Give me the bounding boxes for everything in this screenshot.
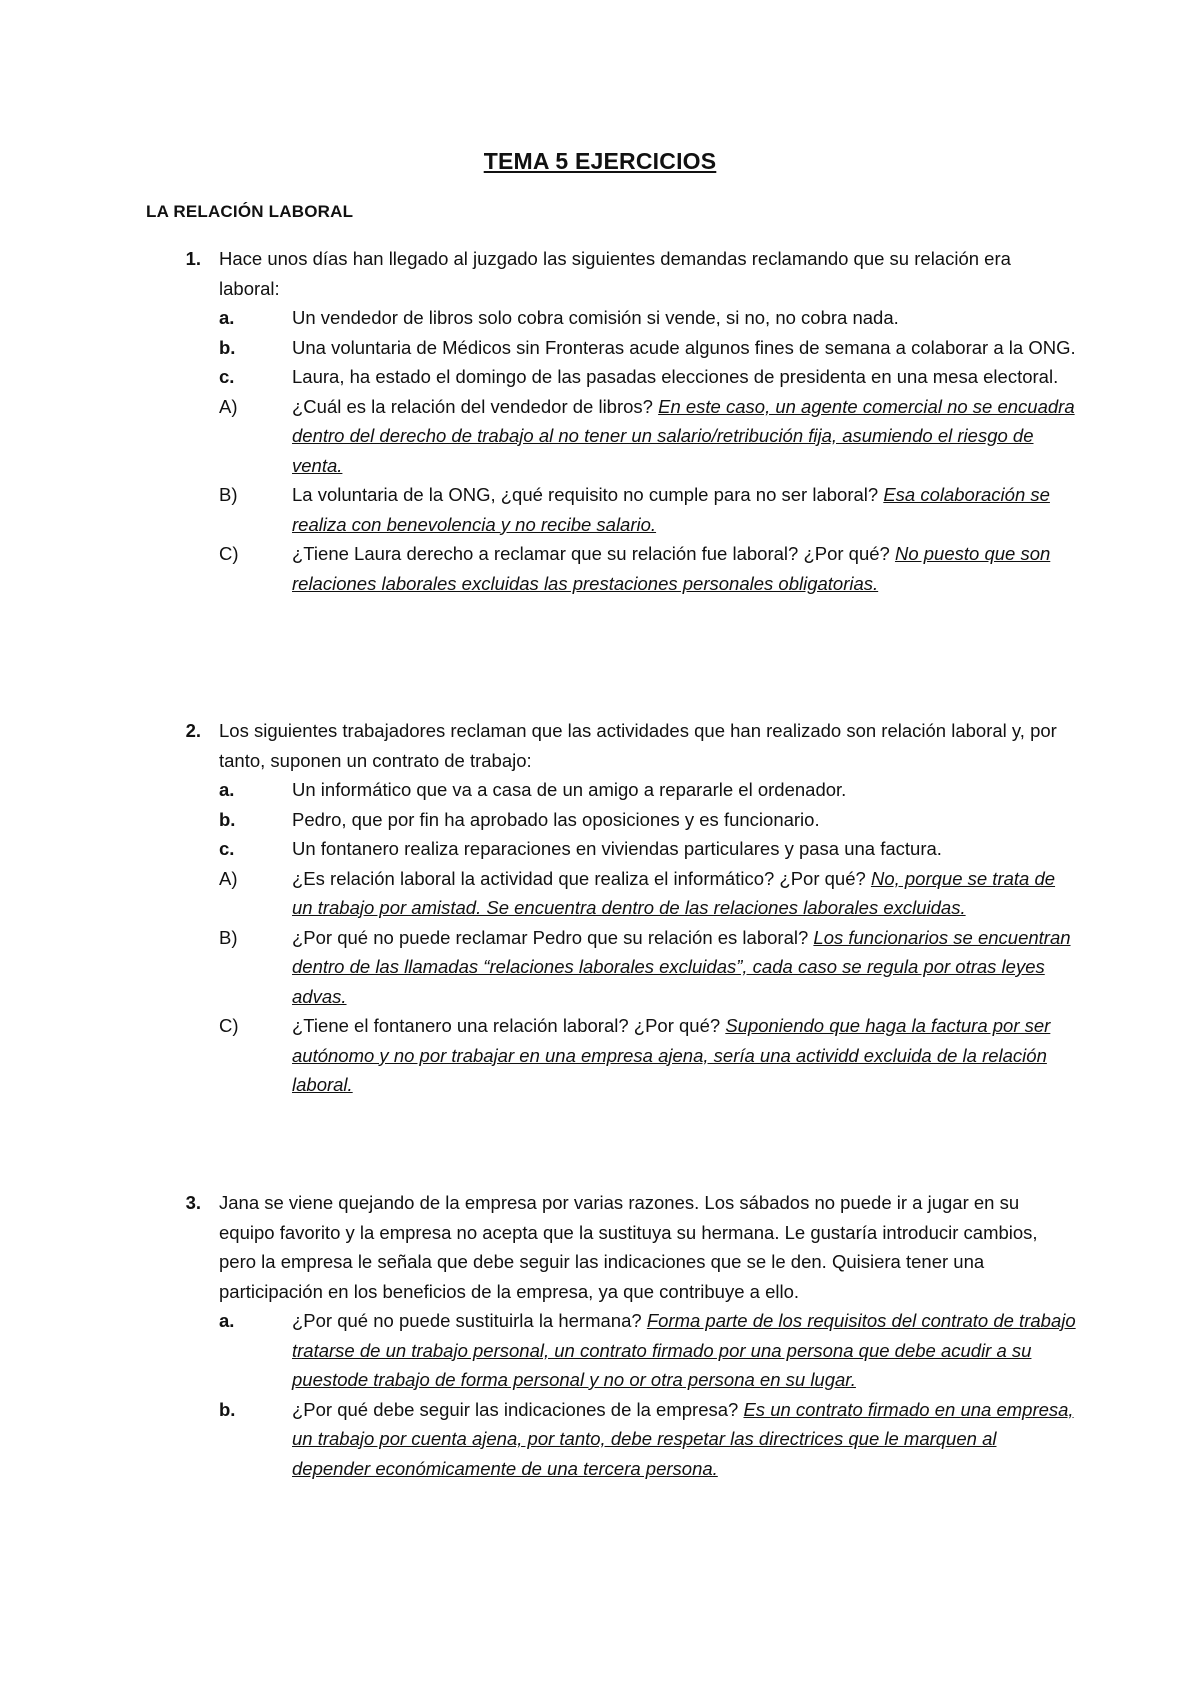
question-item: [219, 480, 1076, 539]
answer-text: Forma parte de los requisitos del contrato de trabajo tratarse de un trabajo personal, un contrato firmado por una persona que debe acudir a su puestode trabajo de forma personal y no or otra persona en su lugar.: [292, 1310, 1076, 1390]
question-text: ¿Por qué no puede sustituirla la hermana?: [292, 1310, 642, 1331]
exercise-number: 3.: [185, 1192, 201, 1213]
list-item: [219, 362, 1076, 392]
list-item: [219, 303, 1076, 333]
item-label: b.: [219, 336, 236, 358]
question-item: [219, 1011, 1076, 1100]
exercise-statement: Hace unos días han llegado al juzgado las siguientes demandas reclamando que su relación era laboral:: [219, 248, 1011, 299]
item-text: Laura, ha estado el domingo de las pasadas elecciones de presidenta en una mesa electoral.: [292, 366, 1059, 387]
exercise-statement: Los siguientes trabajadores reclaman que las actividades que han realizado son relación laboral y, por tanto, suponen un contrato de trabajo:: [219, 720, 1057, 771]
item-label: a.: [219, 307, 235, 328]
exercise-3: [146, 1188, 1076, 1483]
question-item: [219, 923, 1076, 1012]
question-item: [219, 392, 1076, 481]
answer-text: Suponiendo que haga la factura por ser autónomo y no por trabajar en una empresa ajena, sería una actividd excluida de la relación laboral.: [292, 1015, 1051, 1095]
answer-text: Esa colaboración se realiza con benevolencia y no recibe salario.: [292, 484, 1050, 535]
question-item: [219, 1306, 1076, 1395]
answer-text: Los funcionarios se encuentran dentro de las llamadas “relaciones laborales excluidas”, cada caso se regula por otras leyes advas.: [292, 926, 1071, 1007]
question-text: ¿Tiene Laura derecho a reclamar que su relación fue laboral? ¿Por qué?: [292, 543, 890, 564]
question-text: ¿Es relación laboral la actividad que realiza el informático? ¿Por qué?: [292, 867, 866, 889]
item-label: b.: [219, 808, 236, 830]
item-text: Pedro, que por fin ha aprobado las oposiciones y es funcionario.: [292, 808, 820, 830]
question-label: A): [219, 395, 238, 417]
question-label: a.: [219, 1310, 235, 1331]
answer-text: En este caso, un agente comercial no se encuadra dentro del derecho de trabajo al no tener un salario/retribución fija, asumiendo el riesgo de venta.: [292, 395, 1075, 476]
list-item: [219, 775, 1076, 805]
question-text: ¿Por qué debe seguir las indicaciones de la empresa?: [292, 1398, 739, 1420]
item-text: Un fontanero realiza reparaciones en viviendas particulares y pasa una factura.: [292, 838, 942, 859]
question-label: B): [219, 484, 238, 505]
exercise-statement: Jana se viene quejando de la empresa por varias razones. Los sábados no puede ir a jugar en su equipo favorito y la empresa no acepta que la sustituya su hermana. Le gustaría introducir cambios, pero la empresa le señala que debe seguir las indicaciones que se le den. Quisiera tener una participación en los beneficios de la empresa, ya que contribuye a ello.: [219, 1192, 1038, 1302]
exercise-number: 2.: [185, 720, 201, 741]
item-label: c.: [219, 838, 235, 859]
item-text: Una voluntaria de Médicos sin Fronteras acude algunos fines de semana a colaborar a la ONG.: [292, 336, 1076, 358]
question-label: C): [219, 1015, 239, 1036]
item-text: Un informático que va a casa de un amigo a repararle el ordenador.: [292, 779, 847, 800]
question-text: ¿Cuál es la relación del vendedor de libros?: [292, 395, 653, 417]
question-label: A): [219, 867, 238, 889]
page-title: TEMA 5 EJERCICIOS: [483, 148, 717, 174]
question-item: [219, 1395, 1076, 1484]
item-label: a.: [219, 779, 235, 800]
item-label: c.: [219, 366, 235, 387]
list-item: [219, 333, 1076, 363]
question-item: [219, 539, 1076, 598]
question-label: B): [219, 926, 238, 948]
answer-text: Es un contrato firmado en una empresa, un trabajo por cuenta ajena, por tanto, debe respetar las directrices que le marquen al depender económicamente de una tercera persona.: [292, 1398, 1074, 1479]
question-text: La voluntaria de la ONG, ¿qué requisito no cumple para no ser laboral?: [292, 484, 879, 505]
question-text: ¿Por qué no puede reclamar Pedro que su relación es laboral?: [292, 926, 809, 948]
exercise-number: 1.: [185, 248, 201, 269]
question-label: C): [219, 543, 239, 564]
item-text: Un vendedor de libros solo cobra comisión si vende, si no, no cobra nada.: [292, 307, 899, 328]
exercise-2: [146, 716, 1076, 1100]
list-item: [219, 805, 1076, 835]
question-text: ¿Tiene el fontanero una relación laboral? ¿Por qué?: [292, 1015, 721, 1036]
exercise-1: [146, 244, 1076, 598]
answer-text: No puesto que son relaciones laborales excluidas las prestaciones personales obligatorias.: [292, 543, 1051, 594]
list-item: [219, 834, 1076, 864]
answer-text: No, porque se trata de un trabajo por amistad. Se encuentra dentro de las relaciones laborales excluidas.: [292, 867, 1056, 918]
question-label: b.: [219, 1398, 236, 1420]
question-item: [219, 864, 1076, 923]
section-heading: LA RELACIÓN LABORAL: [146, 202, 354, 221]
